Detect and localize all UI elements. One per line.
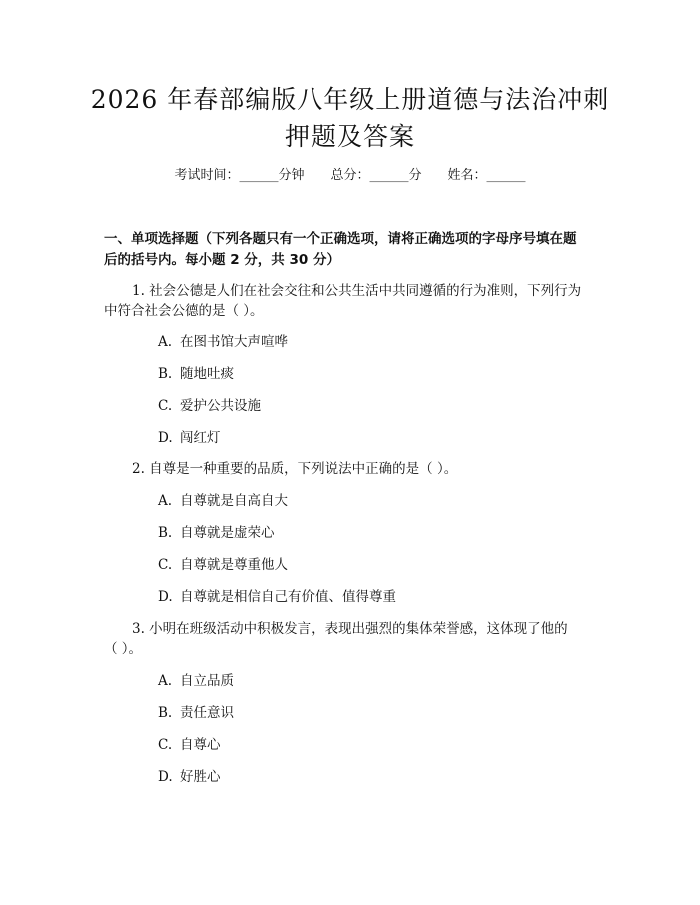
option-text: 自尊心 [180, 737, 221, 753]
option-text: 责任意识 [180, 705, 234, 721]
question-1-stem-continued: 中符合社会公德的是（ ）。 [104, 303, 264, 319]
option-letter: D. [158, 769, 173, 785]
question-2-option-a [158, 491, 288, 511]
question-3-stem: 3. 小明在班级活动中积极发言，表现出强烈的集体荣誉感，这体现了他的 [132, 621, 568, 637]
option-letter: C. [158, 737, 173, 753]
student-name-field: 姓名：______ [447, 168, 526, 183]
option-letter: D. [158, 589, 173, 605]
question-3-stem-continued: （ ）。 [104, 641, 143, 657]
option-letter: A. [158, 673, 173, 689]
exam-time-field: 考试时间：______分钟 [174, 168, 305, 183]
option-letter: B. [158, 366, 173, 382]
option-letter: C. [158, 398, 173, 414]
option-text: 爱护公共设施 [180, 398, 261, 414]
question-2-stem: 2. 自尊是一种重要的品质，下列说法中正确的是（ ）。 [132, 461, 458, 477]
question-2-option-c [158, 555, 288, 575]
option-letter: B. [158, 705, 173, 721]
page-title-line-2: 押题及答案 [284, 122, 415, 151]
exam-info-row [0, 166, 700, 186]
question-3-option-b [158, 703, 234, 723]
option-text: 好胜心 [180, 769, 221, 785]
question-1-option-a [158, 332, 288, 352]
option-text: 自尊就是尊重他人 [180, 557, 288, 573]
option-text: 自立品质 [180, 673, 234, 689]
option-text: 自尊就是相信自己有价值、值得尊重 [180, 589, 396, 605]
question-2-option-d [158, 587, 396, 607]
question-1-option-c [158, 396, 261, 416]
option-letter: B. [158, 525, 173, 541]
question-1-stem: 1. 社会公德是人们在社会交往和公共生活中共同遵循的行为准则，下列行为 [132, 283, 582, 299]
option-letter: D. [158, 430, 173, 446]
question-2-option-b [158, 523, 275, 543]
option-letter: A. [158, 334, 173, 350]
option-text: 自尊就是虚荣心 [180, 525, 275, 541]
option-text: 在图书馆大声喧哗 [180, 334, 288, 350]
option-letter: A. [158, 493, 173, 509]
section-heading-line-1: 一、单项选择题（下列各题只有一个正确选项，请将正确选项的字母序号填在题 [104, 231, 577, 247]
section-heading-line-2: 后的括号内。每小题 2 分，共 30 分） [104, 252, 340, 268]
question-1-option-b [158, 364, 234, 384]
option-letter: C. [158, 557, 173, 573]
question-3-option-c [158, 735, 221, 755]
total-score-field: 总分：______分 [330, 168, 422, 183]
option-text: 自尊就是自高自大 [180, 493, 288, 509]
option-text: 闯红灯 [180, 430, 221, 446]
question-1-option-d [158, 428, 221, 448]
question-3-option-d [158, 767, 221, 787]
question-3-option-a [158, 671, 234, 691]
page-title-line-1: 2026 年春部编版八年级上册道德与法治冲刺 [90, 85, 610, 114]
option-text: 随地吐痰 [180, 366, 234, 382]
